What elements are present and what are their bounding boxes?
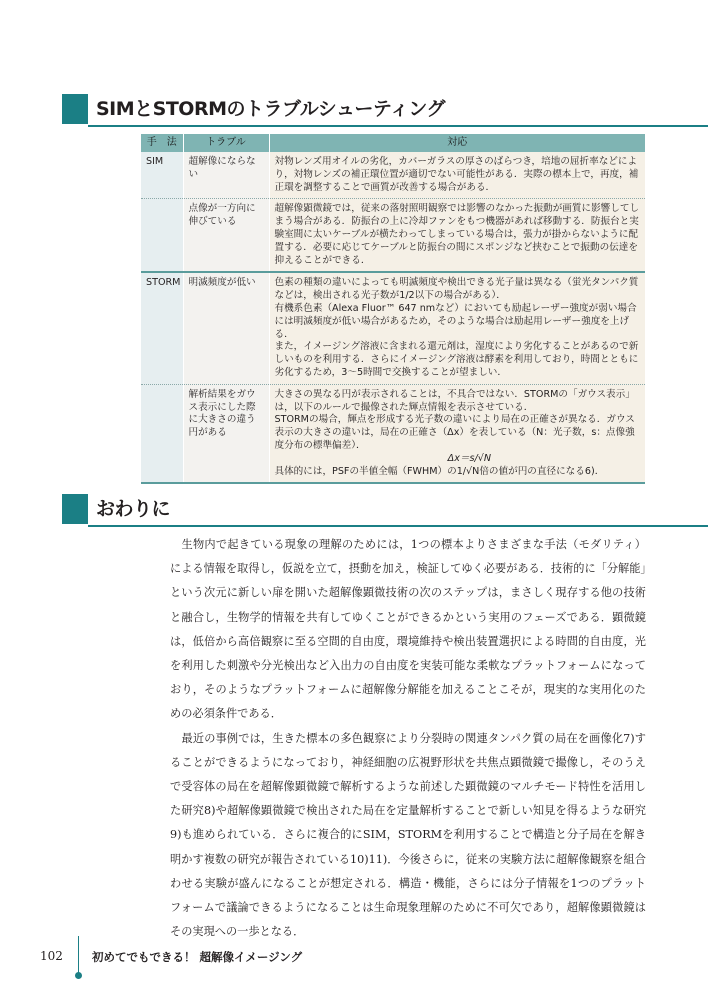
heading-accent-bar <box>62 494 88 524</box>
fix-cell <box>269 199 645 272</box>
section-heading-closing <box>62 494 170 524</box>
section-heading-troubleshooting <box>62 94 445 124</box>
fix-cell <box>269 152 645 199</box>
trouble-cell: 超解像にならない <box>183 152 269 199</box>
running-title: 初めてでもできる！ 超解像イメージング <box>92 950 303 964</box>
heading-underline <box>88 125 708 127</box>
fix-text: 色素の種類の違いによっても明滅頻度や検出できる光子量は異なる（蛍光タンパク質などは，検出される光子数が1/2以下の場合がある）． <box>274 277 639 302</box>
method-cell: STORM <box>141 272 183 384</box>
paragraph: 最近の事例では，生きた標本の多色観察により分裂時の関連タンパク質の局在を画像化7)することができるようになっており，神経細胞の広視野形状を共焦点顕微鏡で撮像し，そのうえで受容体の局在を超解像顕微鏡で解析するような前述した顕微鏡のマルチモード特性を活用した研究8)や超解像顕微鏡で検出された局在を定量解析することで新しい知見を得るような研究9)も進められている．さらに複合的にSIM，STORMを利用することで構造と分子局在を解き明かす複数の研究が報告されている10)11)．今後さらに，従来の実験方法に超解像観察を組合わせる実験が盛んになることが想定される．構造・機能，さらには分子情報を1つのプラットフォームで議論できるようになることは生命現象理解のために不可欠であり，超解像顕微鏡はその実現への一歩となる． <box>170 731 646 939</box>
table-row <box>141 199 645 272</box>
fix-text: STORMの場合，輝点を形成する光子数の違いにより局在の正確さが異なる．ガウス表示の大きさの違いは，局在の正確さ（Δx）を表している（N：光子数，s：点像強度分布の標準偏差）． <box>274 414 635 451</box>
heading-accent-bar <box>62 94 88 124</box>
fix-text: 具体的には，PSFの半値全幅（FWHM）の1/√N倍の値が円の直径になる6)． <box>274 465 605 477</box>
table-row <box>141 384 645 483</box>
fix-cell <box>269 384 645 483</box>
table-header-row <box>141 134 645 152</box>
troubleshooting-table <box>141 134 645 484</box>
fix-text: また，イメージング溶液に含まれる還元剤は，湿度により劣化することがあるので新しいものを利用する．さらにイメージング溶液は酵素を利用しており，時間とともに劣化するため，3～5時間で交換することが望ましい． <box>274 341 639 378</box>
heading-title: おわりに <box>96 498 171 520</box>
table-row <box>141 272 645 384</box>
paragraph: 生物内で起きている現象の理解のためには，1つの標本よりさまざまな手法（モダリティ）による情報を取得し，仮説を立て，摂動を加え，検証してゆく必要がある．技術的に「分解能」という次元に新しい扉を開いた超解像顕微技術の次のステップは，まさしく現存する他の技術と融合し，生物学的情報を共有してゆくことができるかという実用のフェーズである．顕微鏡は，低倍から高倍観察に至る空間的自由度，環境維持や検出装置選択による時間的自由度，光を利用した刺激や分光検出など入出力の自由度を実装可能な柔軟なプラットフォームになっており，そのようなプラットフォームに超解像分解能を加えることこそが，現実的な実用化のための必須条件である． <box>170 538 646 721</box>
column-header-fix: 対応 <box>269 134 645 152</box>
method-cell: SIM <box>141 152 183 199</box>
closing-body <box>170 533 646 944</box>
trouble-cell: 明滅頻度が低い <box>183 272 269 384</box>
localization-formula: Δx＝s/√N <box>447 452 491 464</box>
method-cell <box>141 199 183 272</box>
page-number: 102 <box>40 949 63 963</box>
column-header-trouble: トラブル <box>183 134 269 152</box>
trouble-cell: 点像が一方向に伸びている <box>183 199 269 272</box>
fix-text: 超解像顕微鏡では，従来の落射照明観察では影響のなかった振動が画質に影響してしまう場合がある．防振台の上に冷却ファンをもつ機器があれば移動する．防振台と実験室間に太いケーブルが横たわってしまっている場合は，張力が掛からないように配置する．必要に応じてケーブルと防振台の間にスポンジなど挟むことで振動の伝達を抑えることができる． <box>274 203 640 266</box>
column-header-method: 手 法 <box>141 134 183 152</box>
fix-text: 大きさの異なる円が表示されることは，不具合ではない．STORMの「ガウス表示」は，以下のルールで撮像された輝点情報を表示させている． <box>274 388 635 413</box>
footer-dot-ornament <box>75 972 82 979</box>
heading-underline <box>88 525 708 527</box>
table-row <box>141 152 645 199</box>
fix-text: 有機系色素（Alexa Fluor™ 647 nmなど）においても励起レーザー強度が弱い場合には明滅頻度が低い場合があるため，そのような場合は励起用レーザー強度を上げる． <box>274 302 637 340</box>
trouble-cell: 解析結果をガウス表示にした際に大きさの違う円がある <box>183 384 269 483</box>
method-cell <box>141 384 183 483</box>
fix-text: 対物レンズ用オイルの劣化，カバーガラスの厚さのばらつき，培地の屈折率などにより，対物レンズの補正環位置が適切でない可能性がある．実際の標本上で，再度，補正環を調整することで画質が改善する場合がある． <box>274 156 639 193</box>
heading-title: SIMとSTORMのトラブルシューティング <box>96 98 445 120</box>
fix-cell <box>269 272 645 384</box>
footer-divider <box>78 936 79 976</box>
